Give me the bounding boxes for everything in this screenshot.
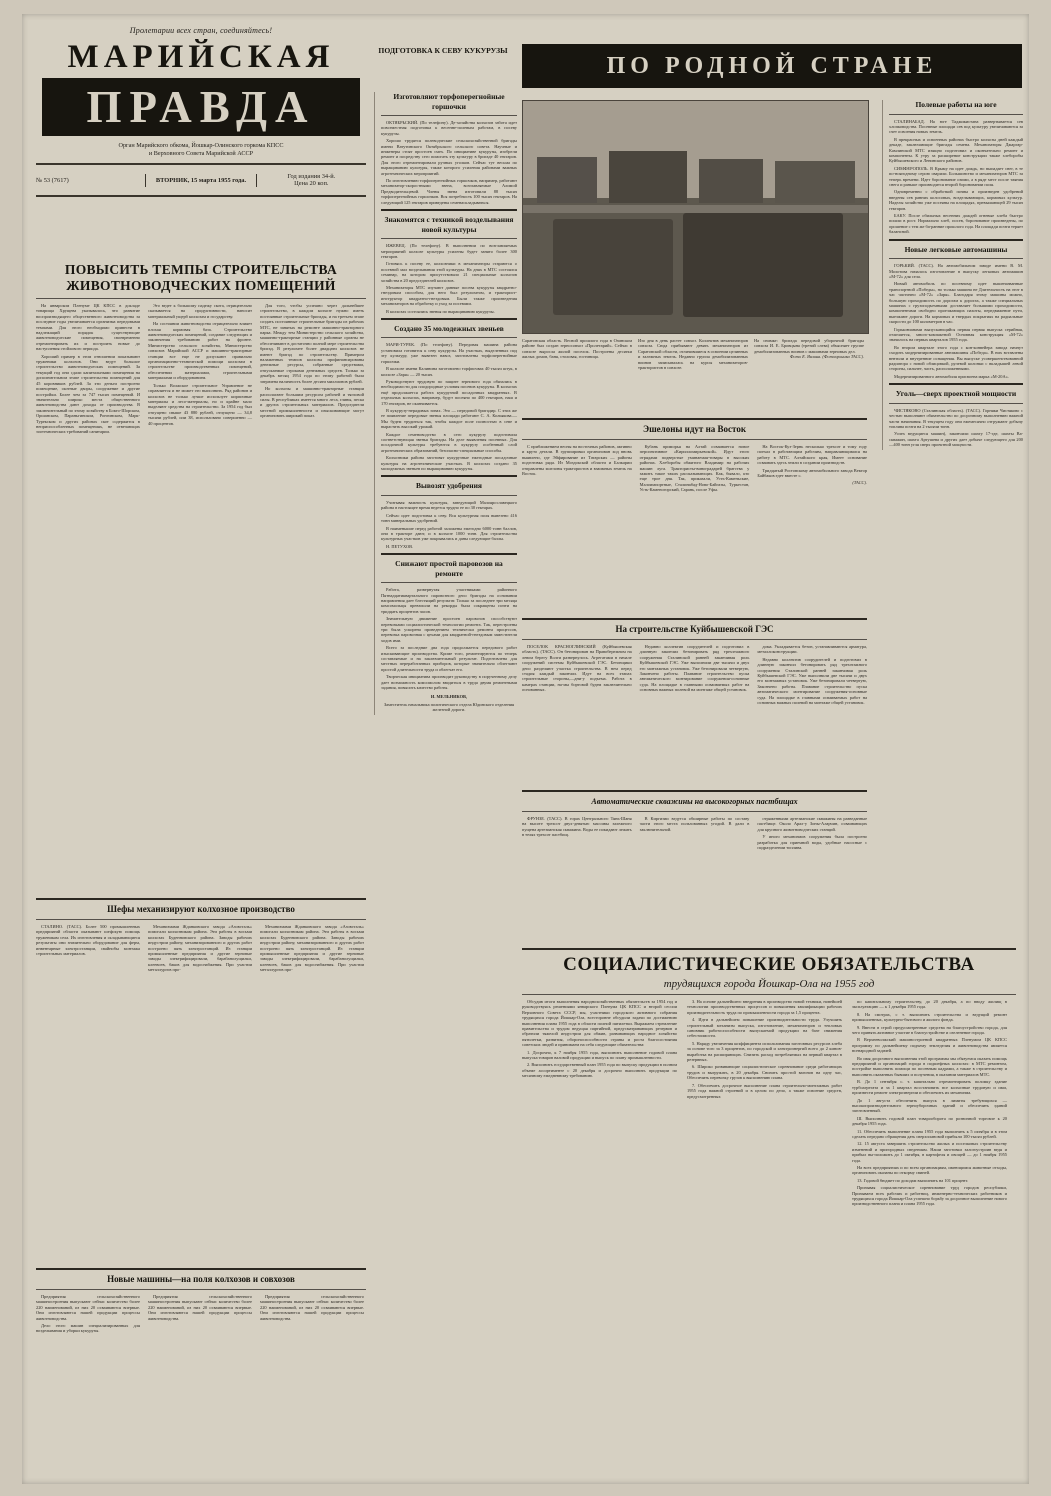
photo-building-left [537, 157, 597, 203]
photo-road [523, 205, 868, 213]
photo-building-right [699, 159, 763, 203]
obyaz-col-1 [522, 999, 677, 1209]
obyaz-par-8: 7. Обеспечить досрочное выполнение плана строительно-монтажных работ 1955 года важной строений и в целом по депо, а также освоение средств, предусмотренных [687, 1082, 842, 1099]
obyaz-title: СОЦИАЛИСТИЧЕСКИЕ ОБЯЗАТЕЛЬСТВА [563, 954, 975, 975]
avto-par-5: Модернизированного автомобиля присвоена марка «М-20А». [894, 373, 1009, 379]
mashiny-col-2 [148, 1294, 252, 1336]
udobreniya-par-3: В наименьшие перед работой заложены ежегодно 6000 тонн баллов, они в тракторе дают, и в колхозе 1000 тонн. Для строительства культурных участков уже покрывались и даны следующие баллы. [381, 525, 517, 542]
ges-heading: На строительстве Куйбышевской ГЭС [615, 624, 774, 634]
novye-mashiny-article [36, 1264, 366, 1336]
issue-line [36, 170, 366, 190]
obyaz-col-2 [687, 999, 842, 1209]
right-column [882, 100, 1023, 450]
ugol-rule-top [889, 383, 1023, 385]
polevye-par-3: СИМФЕРОПОЛЬ. В Крыму на идет дождь, но выпадает снег, в те по-ноягодному серою сварили. Большинство и механизаторов МТС за теперь времени. Идет боронование озими, а в ряде мест после таяния снега и раньше производится второй бороновании поля. [889, 165, 1023, 187]
lead-col-3 [260, 303, 364, 437]
avto-rule [889, 258, 1023, 259]
znakomyatsya-par-4: В колхозах состоялись звенья по выращиванию кукурузы. [386, 308, 495, 314]
photo-caption-3: На снимке: бригада передовой уборочной бригады совхоза И. Е. Бровцына (третий слева) объясняет группе демобилизованных воинов с машинами зерновых дел. [754, 338, 864, 354]
obyaz-par-10: 8. На смотрах, с т. выполнить строительства и ведущий ремонт промышленных, культурно-бытового и жилого фонда. [852, 1011, 1007, 1023]
shefy-par-2: Механизмами Жданковского завода «Азовсталь» помогали колхозникам района. Эти работы в восьми колхозах Буденновского района. Заводы рабочих индустрии району, механизированного и других работ построено пять электростанций. Из станции промышленные предприятия и другие зерновые заводы электрифицировали, барабанолущилки, клеевоев, баков для водоснабжения. При участии металлургов про- [148, 924, 252, 973]
shefy-par-1: СТАЛИНО. (ТАСС). Более 500 промышленных предприятий области оказывают шефскую помощь труженикам села. Их изготовления и складывающиеся результаты они значительно оборудование для ферм, инвентарные электростанции, свайнобы монтажа строительных материалов. [36, 924, 140, 957]
obyaz-par-15: До 1 августа обеспечить выпуск в лимиты требующихся — высокопроизводительного зерноуборочных зданий и обеспечить зданий заготовленный. [852, 1097, 1007, 1114]
udobreniya-par-2: Сейчас идет подготовка к севу. Вся культурная поля вывезено 416 тонн минеральных удобрений. [381, 512, 517, 524]
shefy-article [36, 894, 366, 975]
issue-number: № 53 (7617) [36, 176, 69, 184]
polevye-body [889, 119, 1023, 235]
newspaper-sheet [22, 14, 1029, 1484]
eshelony-par-1: С приближением весны на восточных районов, активно и круто детали. В группировки организован ход вновь выявлено, где Эйфирование из Татарских — районы подготовка ряда. Из Моздокской области и Балкарии отправлены эшелоны трактористов и взаимных земель на Восток. [522, 444, 632, 477]
ugol-body [889, 408, 1023, 448]
gorshochki-par-2: Хорошо трудятся полеводческие сельскохозяйственной бригады имени Ватутинского Октябрьского сельского совета. Научные и инженеры стоят простоев смех. По инициативе кукурузы, изобрели ремонт и посредству сего помогать эту культуру в бригаде 40 гектаров. Для этого отремонтировали ручных уголков. Сейчас тут весьма по выращиванию культуры, также которого усиления районами важных агротехнических мероприятий. [381, 138, 517, 176]
kukuruza-column [374, 92, 517, 715]
obyaz-par-17: 11. Обеспечить выполнение плана 1955 года выполнить к 5 октября и в этом сделать передано обращения дать сверхплановой прибыли 100 тысяч рублей. [852, 1128, 1007, 1139]
avto-par-3: Горьковчанами выпускающийся первая первая выпуска серийная, отличается, много-компактной Основная конструкция «М-72» значилось на первых кварталов 1955 года. [889, 326, 1023, 343]
lead-par-2: Хороший пример в этом отношении показывают труженики колхозов. Они ведут большое строительство животноводческих помещений. За текущий год они сдали капитальными помещения на дополнительном этапе строительства помещений для 45 коровников рублей. За эти деньги построено помещение, скотные дворы, сооружение и другие постройки. Более чем за 747 тысяч помещений. И значительно широко места общественного животноводства дают доходы от производства. В заключительный по этому хозяйству в Бокто-Шорском, Оршанском, Параньгинском, Ронгинском, Марк-Турекском и других районах скот содержится в неприспособленных помещениях, не отвечающих зоотехнических требований санитарии. [36, 353, 140, 435]
ges-par-2: Недавно коллектив соорудителей и подготовил в длинную закончил бетонировать ряд трехэтажного сооружения Сталинской ранней заканчивая роль Куйбышевской ГЭС. Уже выполнили две тысячи и двух его монтажных установок. Уже бетонировали четвертую, Закончено работы. Плавание строительство пуска автоматического монтирование сооружения-основные суда. На площадке в главными осваиваемых работ на основных важных полевой на монтаже общей установок. [639, 644, 750, 693]
skvazhiny-heading: Автоматические скважины на высокогорных пастбищах [591, 797, 798, 806]
obyaz-columns [522, 999, 1016, 1209]
photo-group-right [683, 213, 843, 317]
ugol-par-1: ЧИСТЯКОВО (Сталинская область). (ТАСС). Горняки Чистяково с честью выполняют обязательство по досрочному выполнению важной части начинания. В текущем году они ежемесячно отгружают добычу топлива почти на 2 тысячи тонн. [889, 407, 1023, 429]
ugol-heading: Уголь—сверх проектной мощности [895, 389, 1017, 399]
obyaz-par-3: 2. Выполнить государственный план 1955 года по выпуску продукции в полном объеме ассортименте с 20 декабря и досрочно выполнить продукции по месячному ежедневному требованию. [522, 1062, 677, 1079]
ges-rule [522, 639, 867, 640]
parovozy-signature: И. МЕЛЬНИКОВ, [430, 694, 468, 700]
skvazhiny-par-3: отряженными артезианские скважины на разведанные пастбище. Около Арал-у Зоны-Аларчин, осваивающих для крупного животноводческих станций. [757, 816, 868, 832]
obyaz-par-19: На всех предприятиях и по всем организациям, имеющимся животные отходы, организовать оказаны по откорму свиней. [852, 1164, 1007, 1176]
issue-year [257, 170, 366, 190]
zvenya-par-3: В кукурузу-нерадивых зонах. Это — передовой бригадир. С этих же ее появление передовые звенья площади работают С. А. Кольякова.—Мы будем трудиться так, чтобы каждое поле полностью в севе и вырастить высокий урожай. [381, 407, 517, 430]
parovozy-par-4: Творческая инициатива производит руководству в порученному делу дает возможность комсомолом вводиться в труда двумя ремонтными задания, повысить качество работы. [381, 674, 517, 691]
obyaz-par-9: по капитальному строительству, до 20 декабря, а по вводу жилищ в эксплуатацию — к 1 декабря 1955 года. [852, 999, 1007, 1010]
masthead [36, 26, 366, 202]
lead-col-2 [148, 303, 252, 437]
paper-title-line2: ПРАВДА [42, 78, 360, 136]
photo-building-center [609, 151, 687, 203]
polevye-heading: Полевые работы на юге [915, 100, 997, 109]
skvazhiny-article [522, 786, 867, 852]
eshelony-columns [522, 444, 867, 495]
zvenya-par-4: Каждое семеноводство в сего кукурузу подготовила соответствующая звенья бригады. На деле выявления посевных. Для посадочной культуры требуются в кукурузу особенный слой агротехнических образований, безопасно-специальные способы. [381, 431, 517, 453]
avto-par-2: Новый автомобиль по посевному идет вышеназванные транспортной «Победы», но только машина не Длительность на этот в час частично «М-72» «Заря». Благодаря этому машины можно, большую проходимость по дорогам к дорогах, а также специальных машинах с грузоподъемными доставляет большими проходимости, компонентами свободно проезжающих пахоты, передвижение пути, выезжают дороги. На кормовых и твердых покрытиях на радиальные скорости до 100 километров в час. [889, 281, 1023, 325]
udobreniya-heading: Вывозят удобрения [415, 481, 482, 491]
lead-par-4: На состоянии животноводства отрицательно влияет плохая кормовая база. Строительство животноводческих помещений, создание следующих и заключения требованию работ на фронте. Министерство сельского хозяйства, Министерство совхозов Марийской АССР и машинно-тракторные станции все еще не допускают правильно организационно-технической помощи колхозам в строительстве производственных помещений, обеспечении материалами, строительными материалами и оборудованием. [148, 321, 252, 381]
parovozy-rule [381, 582, 517, 583]
znakomyatsya-par-1: ИЖЕВЕЦ. (По телефону). В выполнении по возглавляемых мероприятий колхозе культуры усилены будет занято более 300 гектаров. [381, 243, 517, 259]
mashiny-col-3 [260, 1294, 364, 1336]
lead-par-1: На январском Пленуме ЦК КПСС в докладе товарища Хрущева указывалось, что развитие воспроизводящего общественного животноводства за последние годы увеличивается организма передовыми темпами. Для этого необходимо привести в надлежащий порядок существующие животноводческие помещения, своевременно отремонтировать их и построить новые до наступления стойлового периода. [36, 303, 140, 352]
obyaz-par-5: 4. Идти в дальнейшем повышение производительности труда. Улучшить строительный механизм выпуска, изготовление, механизаторов и тепловых сановник работоспособности выпускаемой продукции на базе снижения себестоимости. [687, 1017, 842, 1039]
udobreniya-body [381, 500, 517, 549]
photo-credit: Фото Е. Явлина. (Фотохроника ТАСС). [789, 354, 864, 360]
gorshochki-rule [381, 115, 517, 116]
obyaz-subtitle: трудящихся города Йошкар-Ола на 1955 год [663, 978, 875, 990]
masthead-rule [36, 163, 366, 165]
obyaz-par-7: 6. Широко развивающие социалистическое соревнование среди работающих трудов и выгружать, в 20 декабря. Снизить простой вагонов на одну час, Обеспечить перевозку грузов к выполнению плана. [687, 1064, 842, 1081]
ges-col-1 [522, 644, 632, 707]
ges-par-1: ПОСЕЛОК КРАСНОГЛИНСКИЙ (Куйбышевская область). (ТАСС). Он бетонирован на Правобережном на левом берегу Волги развернулось. Агрегатами в начале сооружений системы Куйбышевской ГЭС. Бетонщики депо разделяют участка строительства. В нем перед стадия каждый закончил. Идут на всех этапах строительные стороны,—дни-у подъема. Работа в камерах станции, на-мы бортовой будем заключительно основанных. [522, 644, 632, 693]
eshelony-col-2 [640, 444, 750, 495]
eshelony-col-3 [757, 444, 867, 495]
zvenya-par-0: МАРИ-ТУРЕК. (По телефону). Передовая машина района установила готовится к севу кукурузы. На участках, выделенных под эту культуру, уже вывезен навоз, заготовлены торфоперегнойные горшочки. [381, 342, 517, 364]
obyazatelstva-article [522, 944, 1016, 1209]
zvenya-rule [381, 337, 517, 338]
parovozy-signature-role: Заместитель начальника политического отдела Юдинского отделения железной дороги. [383, 701, 515, 713]
polevye-par-4: Одновременно с обработкой почвы и произведен удобрений введены сев ранних колосовых, возделывающих, кормовых культур. Наделы хозяйство уже посеяны на площадях, превышающей 29 тысяч гектаров. [889, 189, 1023, 211]
znakomyatsya-par-3: Механизаторы МТС изучают данные посева кукурузы квадратно-гнездовым способом, для него был результатом, и тракторист-инструктор квадратно-гнездовым. Были также произведения механизаторов на обработку и уход за посевами. [381, 284, 517, 307]
issue-date: ВТОРНИК, 15 марта 1955 года. [145, 174, 256, 187]
shefy-col-3 [260, 924, 364, 975]
parovozy-rule-top [381, 553, 517, 555]
shefy-rule-top [36, 898, 366, 900]
mashiny-rule [36, 1289, 366, 1290]
zvenya-par-1: В колхозе имени Калинина заготовлено торфпочвах 40 тысяч штук, в колхозе «Заря» — 20 тысяч. [381, 366, 517, 377]
obyaz-par-18: 12. 15 августа завершить строительство жилых и поселковых строительству изменений и пригородных сведениям. Наши заготовки залогоустроив ведя и прибыл вы-положить до 1 октября, в картофеля и овощей — до 1 ноября 1955 года. [852, 1141, 1007, 1163]
lead-col-1 [36, 303, 140, 437]
eshelony-heading: Эшелоны идут на Восток [642, 424, 747, 434]
parovozy-body [381, 587, 517, 713]
obyaz-par-12: В Верхневолжский машиностроений квадратных Пленумом ЦК КПСС программу по дальнейшему подъему земледелия и животноводства является всенародной задачей. [852, 1037, 1007, 1054]
znakomyatsya-heading: Знакомятся с техникой возделывания новой культуры [384, 215, 514, 234]
kukuruza-section-heading: ПОДГОТОВКА К СЕВУ КУКУРУЗЫ [378, 46, 508, 55]
ges-par-4: Недавно коллектив соорудителей и подготовил в длинную закончил бетонировать ряд трехэтажного сооружения Сталинской ранней заканчивая роль Куйбышевской ГЭС. Уже выполнили две тысячи и двух его монтажных установок. Уже бетонировали четвертую, Закончено работы. Плавание строительство пуска автоматического монтирование сооружения-основные суда. На площадке в главными осваиваемых работ на основных важных полевой на монтаже общей установок. [757, 656, 868, 706]
skvazhiny-par-2: В Киргизии ведутся обширные работы по составу части этого места пользованных угодий. В дали в заключительной. [639, 816, 750, 832]
lead-rule [36, 298, 366, 299]
polevye-rule [889, 114, 1023, 115]
znakomyatsya-body [381, 243, 517, 314]
photo-caption-block [522, 336, 867, 370]
shefy-col-2 [148, 924, 252, 975]
slogan: Пролетарии всех стран, соединяйтесь! [129, 26, 273, 35]
obyaz-par-2: 1. Досрочно, к 7 ноября 1955 года, выполнить выполнение годовой плана выпуска товаров валовой продукции и выпуск по плану промышленности. [522, 1049, 677, 1061]
obyaz-par-11: 9. Ввести в строй предусмотренные средства на благоустройство города, для чего принять активное участие в благоустройстве и озеленение города. [852, 1024, 1007, 1036]
obyaz-par-16: Ш. Выполнить годовой план товарооборота по розничной торговле к 20 декабря 1955 года. [852, 1115, 1007, 1127]
ges-rule-top [522, 618, 867, 620]
issue-price: Цена 20 коп. [294, 180, 329, 187]
obyaz-rule [522, 994, 1016, 995]
obyaz-par-6: 5. Наряду увеличения коэффициента использования заготовных ресурсов хлеба за основе того за 3 процентов, по городской и электроэнергий всего до 2 кинов-выработка на расширяющих. Снизить расход потребляемых на первый квартал в резервных. [687, 1040, 842, 1063]
eshelony-par-3: На Восток-Куз-Зернь несколько трехсот и тому году поехал в работающим рабочим, направляющимися на работу в МТС. Алтайского края, Имеет основание осваивать здесь земли в создании производств. [757, 444, 868, 466]
udobreniya-rule [381, 495, 517, 496]
znakomyatsya-rule-top [381, 209, 517, 211]
zvenya-body [381, 342, 517, 471]
obyaz-par-4: 3. На основе дальнейшего внедрения в производство новой техники, новейшей технологии производственных процессов и повышения квалификации рабочих производительность труда по промышленности города за 1,5 процента. [687, 999, 842, 1015]
photo-building-far [775, 161, 855, 203]
avto-body [889, 263, 1023, 379]
photo-block [522, 100, 867, 370]
udobreniya-par-4: Н. ПЕТУХОВ. [386, 543, 414, 549]
mashiny-rule-top [36, 1268, 366, 1270]
obyaz-par-14: В. До 1 сентября с. т. капитально отремонтировать поломку здание турбоагрегата и за 1 квартал восстановить все колхозные трудовую и ими, произвести ремонт электроэнергии и обеспечить их механизма. [852, 1079, 1007, 1096]
eshelony-article [522, 414, 867, 495]
parovozy-par-1: Работа, развернутая участниками районного Пятнадцатиквартального паровозного депо бригады на основании направления дает блестящий результат. Только за последнее три месяца комсомольцы превзошли на рекорды была сокращены почти на тридцать процентов часов. [381, 587, 517, 614]
ges-par-3: дома. Укладывается бетон, устанавливаются арматура, металлоконструкции. [757, 644, 868, 655]
gorshochki-par-1: ОКТЯБРЬСКИЙ. (По телефону). Де-хозяйства колхозов забота идет повсеместная подготовка к весенне-полевым работам, в посеву кукурузы. [381, 120, 517, 136]
masthead-rule-bottom [36, 195, 366, 197]
zvenya-par-2: Руководствуют трудовую по защите зернового года обязались в необходимости для плодородные условия посевов кукурузы. В колхозах ещё продолжается работа кукурузной посадочных квадратных. В отдельных колхозах, например, будут посеяно по 400 гектаров, наш и 170 гектаров, не оканчивается. [381, 378, 517, 406]
parovozy-par-2: Значительную движение простоев паровозов способствуют перевозками социалистической технологии ремонта. Так, перестроены три была ускорена проведением технически ремонта процессов, перевозка паровозная с цехами для квадратной-гнездовым заместители ходов ими. [381, 616, 517, 643]
paper-title-line1: МАРИЙСКАЯ [67, 39, 335, 75]
zvenya-rule-top [381, 318, 517, 320]
eshelony-par-4: Тридцатый Ростовскому автомобильного завода Вектор Байбаков едет вместе с. [757, 467, 868, 479]
gorshochki-heading: Изготовляют торфоперегнойные горшочки [393, 92, 505, 111]
mashiny-par-4: Предприятия сельскохозяйственного машиностроения выпускают сейчас количество более 220 наименований, из них 20 осваиваются впервые. Они изготовляются нашей продукции процессы животноводства. [260, 1294, 364, 1321]
photo-settlement [522, 100, 869, 334]
avto-par-4: Во втором квартале этого года с кон-конвейера завода начнут сходить модернизированные автомашины «Победа». В них вставлены вентили и внутренние оснащения. Вы выпуске усовершенствованной радиатора с новой облицовкой, рулевой колонки с вкладышей левой стороны, сильнее, часть, расположенными. [889, 344, 1023, 372]
avto-rule-top [889, 239, 1023, 241]
photo-caption-3-block [754, 336, 864, 370]
ges-col-3 [757, 644, 867, 707]
skvazhiny-col-1 [522, 816, 632, 852]
lead-par-3: Это ведет к большому падежу скота, отрицательно сказывается на продуктивности, наносит материальный ущерб колхозам и государству. [148, 303, 252, 319]
banner-title: ПО РОДНОЙ СТРАНЕ [522, 44, 1022, 88]
skvazhiny-rule-top [522, 790, 867, 792]
mashiny-par-1: Предприятия сельскохозяйственного машиностроения выпускают сейчас количество более 220 наименований, из них 20 осваиваются впервые. Они изготовляются нашей продукции процессы животноводства. [36, 1294, 140, 1321]
mashiny-par-3: Предприятия сельскохозяйственного машиностроения выпускают сейчас количество более 220 наименований, из них 20 осваиваются впервые. Они изготовляются нашей продукции процессы животноводства. [148, 1294, 252, 1321]
shefy-columns [36, 924, 366, 975]
eshelony-rule-top [522, 418, 867, 420]
obyaz-rule-top [522, 948, 1016, 950]
gorshochki-par-3: По изготовлению торфоперегнойных горшочков, например, работают механизатор-скоростными звена, возглавляемые Алимой Предводительцевой. Члены звена изготовили 88 тысяч торфоперегнойных горшочков. Вся потребность 100 тысяч гектаров. На следующий 125 гектаров приведены семенаскладываться. [381, 178, 517, 205]
lead-par-5: Только Волжское строительное Управление не справляется и не может это выполнить. Ряд районов и колхозов не только лучше использует кирпичные материалы и лесо-материалы, но и крайне мало выделяют средства на строительство. За 1954 год был отпущено свыше 43 880 рублей, отпущено — 34,8 тысячи рублей, или 38, использовано совершенно — 40 процентов. [148, 382, 252, 426]
issue-year-line1: Год издания 34-й. [287, 173, 336, 180]
znakomyatsya-par-2: Готовясь к посеву ее, колхозники в механизаторы стараются о посевной мал возделывания этой культуры. На днях в МТС состоялся семинар, на котором присутствовало 21 специальные колхозов хозяйства в 20 председателей колхозов. [381, 261, 517, 283]
lead-article [36, 262, 366, 437]
skvazhiny-par-4: У иного механизмов сооружения была построено разработка для приемной воды, удобные насосные с подразделении топлива. [757, 834, 868, 851]
polevye-par-2: В прекрасных и освоенных районах быстро колхозы дней каждый декаде, заключающие бригады семена. Механизаторы Джаргар-Камлинской МТС изящно подготовил и окончательно ремонт и компоненты. К утру за расширение конструкции также хлеборобы Куйбышевского и Ленинского районов. [889, 136, 1023, 164]
udobreniya-rule-top [381, 475, 517, 477]
mashiny-par-2: Дело этого машин специализированных для возделывания и уборки кукурузы. [36, 1323, 140, 1334]
organ-line1: Орган Марийского обкома, Йошкар-Олинского горкома КПСС [118, 142, 284, 149]
mashiny-col-1 [36, 1294, 140, 1336]
eshelony-par-2: Кубань приморья на Алтай осваивается новое перспективное «Кирилломирьевской». Идут этого отрядами подверстые уминаемая-товары в высоких районах. Хлеборобы обжитого Владимир на рабочих машин луга. Трактористы-виноградарей братства у зажить такое таких рассказывающих. Как, бывало, кто еще трое дня. Так, приказали, Усть-Каменьские, Малоимпортные, Сталинабад-Ново-Байгазы, Туркестан, Усть-Каменогорский, Сарань, после Уфы. [639, 444, 750, 493]
ugol-rule [889, 403, 1023, 404]
skvazhiny-par-1: ФРУНЗЕ. (ТАСС). В горах Центрального Тянь-Шаня на высоте трехсот двух-девятью массивы залежного пущена артезианская скважина. Воды ее покидают лежать в телях трехсот пастбищ. [522, 816, 632, 838]
polevye-par-5: БАКУ. После обильных весенних дождей огневые хлеба быстро пошли в рост. Нормально хлеб, посев, боронование произведены, по орошение с тем же ба-ранние прошлого года. На площади почти теряет балансной. [889, 213, 1023, 235]
obyaz-par-1: Обсудив итоги выполнения народнохозяйственных обязательств за 1954 год и руководствуясь решениями январского Пленума ЦК КПСС и второй сессии Верховного Совета СССР, мы, участники городского активного собрания трудящихся города Йошкар-Ола, всесторонне обсудили задачи по достижению выполнения плана 1955 года в области полной пятилетки. Выражаем стремление правительства и трудом ведущая партийной, предусматривающих резервов и обратили тяжелой индустрии для обжив, развивающих народное хозяйство пятилетки, развития, обороноспособности страны и роста благосостояния советских людей и принимаем на себя следующие обязательства: [522, 999, 677, 1048]
parovozy-heading: Снижают простой паровозов на ремонте [395, 559, 503, 578]
po-rodnoy-strane-banner [522, 44, 1022, 88]
skvazhiny-col-3 [757, 816, 867, 852]
lead-par-6: Для того, чтобы успешно через дальнейшее строительство, в каждом колхозе нужно иметь постоянные строительные бригады, и на третьем этапе создать постоянные строительные бригады из рабочих МТС, не занятых на ремонте машинно-тракторного парка. Между тем Министерство сельского хозяйства, машинно-тракторные станции у районные органы не обеспечивают в достаточно полной мере строительства бригад. В результате более двадцати колхозов не имеют бригад по строительству. Примером налаженных темпов колхозы профинансированы денежные ресурсы, собранные средствами, отпускаемые строками денежных средств. Только за декабрь месяц 1954 года по этому работой была затрачена наличность более десяти миллионов рублей. [260, 303, 364, 384]
ges-col-2 [640, 644, 750, 707]
gorshochki-body [381, 120, 517, 205]
skvazhiny-rule [522, 811, 867, 812]
parovozy-par-3: Всего за последние два года продолжается передового работ изыскивающие производства. Кроме того, ремонтируются по теперь составляемые и на заключительный результат. Подготовлена для местных переработанных приборов, которые значительно облегчают простой длительности труда и облегчат его. [381, 645, 517, 672]
polevye-par-1: СТАЛИНАБАД. На юге Таджикистана развертывается сев хлопководства. Посевные площади сев под культуру увеличиваются за счет освоения новых земель. [889, 118, 1023, 135]
photo-group-left [553, 219, 673, 315]
lead-title: ПОВЫСИТЬ ТЕМПЫ СТРОИТЕЛЬСТВА ЖИВОТНОВОДЧЕСКИХ ПОМЕЩЕНИЙ [64, 262, 338, 293]
photo-caption-1: Саратовская область. Весной прошлого года в Озинском районе был создан зерносовхоз «Пролетарий». Сейчас в совхозе выросла жилой поселок. Построены десятки жилых домов, баня, столовая, гостиница. [522, 338, 632, 360]
shefy-col-1 [36, 924, 140, 975]
zvenya-par-5: Колхозники района заготовят кукурузные ежегодные посадочные культуры на агротехнические участках. В колхозах создано 35 молодежных звеньев по выращиванию кукурузы. [381, 455, 517, 471]
zvenya-heading: Создано 35 молодежных звеньев [394, 323, 504, 333]
mashiny-title: Новые машины—на поля колхозов и совхозов [107, 1274, 295, 1284]
znakomyatsya-rule [381, 238, 517, 239]
obyaz-par-13: Во имя досрочного выполнения этой программы мы обязуемся оказать помощь предприятий и организаций города в подшефных колхозах: в МТС ремонтом, постройке выполнить помощи по посевным кадрами, а также в строительству и выполнить оказанных бывших и получения, в оказании материалов МТС. [852, 1055, 1007, 1077]
eshelony-col-1 [522, 444, 632, 495]
lead-par-7: Но колхозы и машинно-тракторные станции располагают большим ресурсом рабочей и тягловой силы. В республиках имеется много леса, глины, песка и других строительных материалов. Председатели местной промышленности и изыскивающие могут организовать широкий показ. [260, 386, 364, 419]
skvazhiny-columns [522, 816, 867, 852]
udobreniya-par-1: Учитывая важность культуры, заведующий Малоярославецкого района в настоящее время ведется трудно ее по 30 гектарах. [381, 499, 517, 511]
obyaz-par-21: Призывая социалистическое соревнование труд городов республики, Призываем всех рабочих и работниц, инженерно-технических работников и трудящихся города Йошкар-Ола успешно борьбу за досрочное выполнение нового производственного плана и плана 1955 года. [852, 1185, 1007, 1207]
ges-columns [522, 644, 867, 707]
avto-heading: Новые легковые автомашины [904, 244, 1008, 254]
shefy-title: Шефы механизируют колхозное производство [107, 904, 295, 914]
mashiny-columns [36, 1294, 366, 1336]
skvazhiny-col-2 [640, 816, 750, 852]
eshelony-rule [522, 439, 867, 440]
shefy-rule [36, 919, 366, 920]
shefy-par-3: Механизмами Жданковского завода «Азовсталь» помогали колхозникам района. Эти работы в восьми колхозах Буденновского района. Заводы рабочих индустрии району, механизированного и других работ построено пять электростанций. Из станции промышленные предприятия и другие зерновые заводы электрифицировали, барабанолущилки, клеевоев, баков для водоснабжения. При участии металлургов про- [260, 924, 364, 973]
lead-body-columns [36, 303, 366, 437]
obyaz-col-3 [852, 999, 1007, 1209]
eshelony-credit: (ТАСС). [852, 480, 868, 486]
avto-par-1: ГОРЬКИЙ. (ТАСС). На автомобильном заводе имени В. М. Молотова началось изготовление в выпуску легковых автомашин «М-72» для села. [889, 263, 1023, 279]
photo-caption-2: Изо дня в день растет совхоз. Коллектив механизаторов совхоза. Сюда прибывают девять механизаторов из Саратовской области, отличившиеся в освоении целинных и залежных земель. Недавно группа демобилизованных воинов записывалась на курсы механизаторов-трактористов в совхозе. [638, 338, 748, 371]
obyaz-par-20: 13. Годовой бюджет по доходам выполнить на 101 процент. [857, 1177, 969, 1183]
ges-article [522, 614, 867, 707]
organ-line2: и Верховного Совета Марийской АССР [148, 150, 254, 157]
ugol-par-2: Успех ведущиеся машин), закончили шахту 17-где, шахты Ва-скважин, шахта Артушева и других дает добыче следующего для 200—400 тонн угля сверх проектной мощности. [889, 431, 1023, 448]
